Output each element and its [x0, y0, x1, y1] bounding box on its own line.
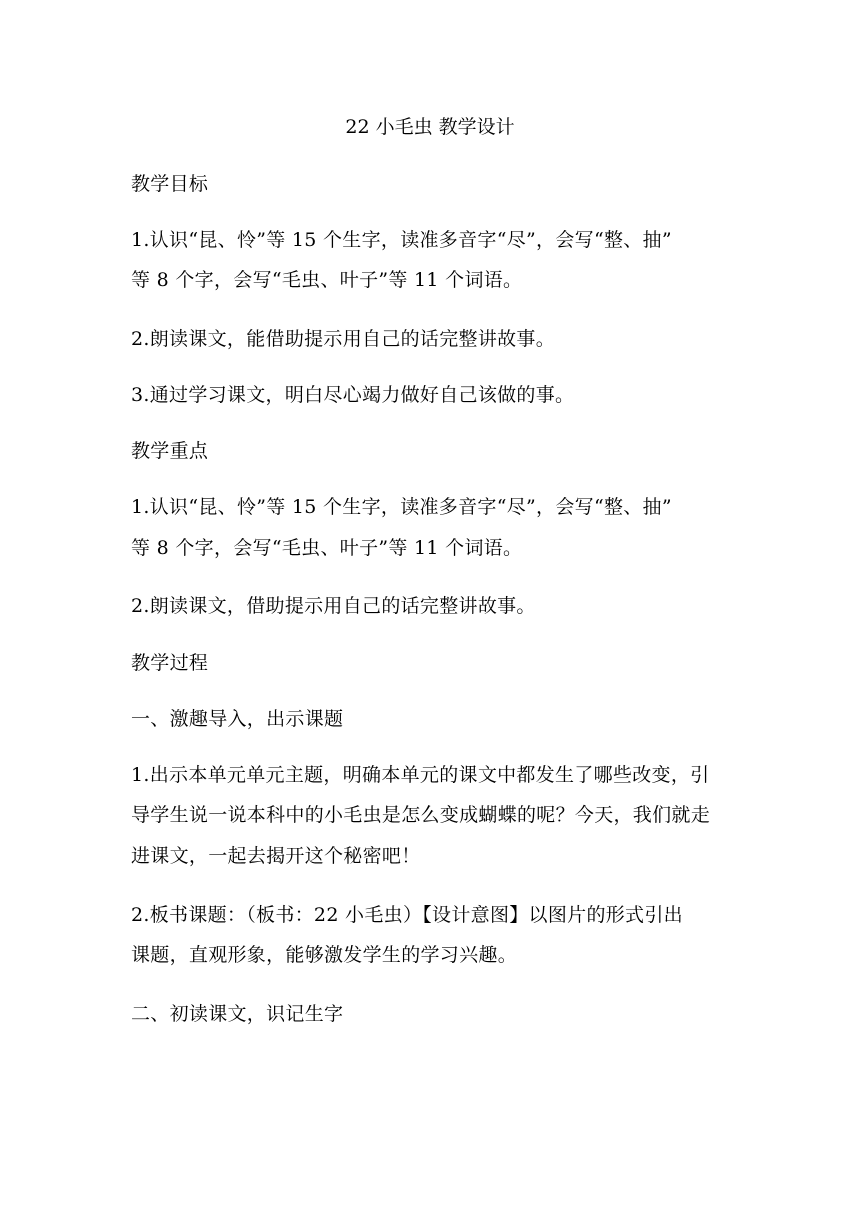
step-1-line-2: 导学生说一说本科中的小毛虫是怎么变成蝴蝶的呢？今天，我们就走: [131, 804, 711, 826]
goal-3: 3.通过学习课文，明白尽心竭力做好自己该做的事。: [131, 384, 575, 406]
focus-2: 2.朗读课文，借助提示用自己的话完整讲故事。: [131, 595, 536, 617]
goal-2: 2.朗读课文，能借助提示用自己的话完整讲故事。: [131, 328, 556, 350]
process-heading: 教学过程: [131, 652, 209, 674]
step-1-line-3: 进课文，一起去揭开这个秘密吧！: [131, 845, 421, 867]
goal-1-line-1: 1.认识“昆、怜”等 15 个生字，读准多音字“尽”，会写“整、抽”: [131, 229, 672, 251]
document-title: 22 小毛虫 教学设计: [345, 116, 515, 138]
focus-heading: 教学重点: [131, 440, 209, 462]
step-2-line-1: 2.板书课题：（板书：22 小毛虫）【设计意图】以图片的形式引出: [131, 904, 683, 926]
goals-heading: 教学目标: [131, 173, 209, 195]
step-2-line-2: 课题，直观形象，能够激发学生的学习兴趣。: [131, 944, 518, 966]
section-2-heading: 二、初读课文，识记生字: [131, 1003, 344, 1025]
step-1-line-1: 1.出示本单元单元主题，明确本单元的课文中都发生了哪些改变，引: [131, 764, 710, 786]
focus-1-line-2: 等 8 个字，会写“毛虫、叶子”等 11 个词语。: [131, 537, 523, 559]
focus-1-line-1: 1.认识“昆、怜”等 15 个生字，读准多音字“尽”，会写“整、抽”: [131, 496, 672, 518]
goal-1-line-2: 等 8 个字，会写“毛虫、叶子”等 11 个词语。: [131, 269, 523, 291]
section-1-heading: 一、激趣导入，出示课题: [131, 708, 344, 730]
